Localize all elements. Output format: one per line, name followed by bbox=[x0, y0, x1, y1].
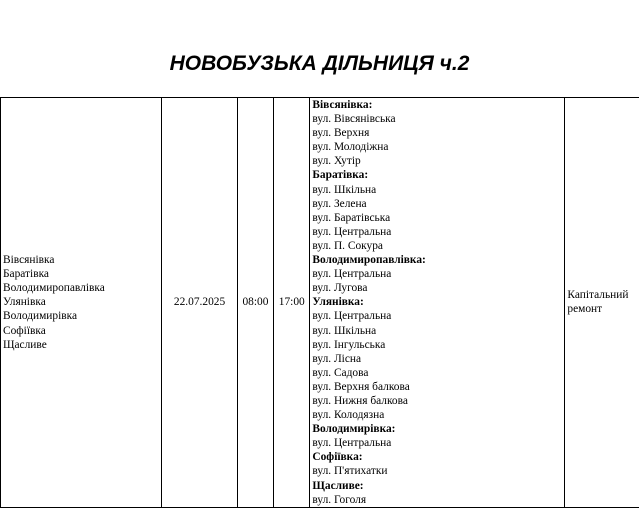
street-name: вул. Інгульська bbox=[312, 338, 386, 351]
work-type-line: Капітальний bbox=[567, 289, 629, 302]
street-name: вул. Колодязна bbox=[312, 409, 385, 422]
start-time: 08:00 bbox=[237, 98, 273, 508]
street-name: вул. Садова bbox=[312, 366, 369, 379]
village-name: Володимиропавлівка bbox=[3, 282, 105, 295]
street-group-title: Щасливе: bbox=[312, 479, 364, 492]
street-name: вул. Верхня балкова bbox=[312, 380, 410, 393]
street-name: вул. Центральна bbox=[312, 310, 392, 323]
street-group-title: Улянівка: bbox=[312, 296, 364, 309]
end-time: 17:00 bbox=[274, 98, 310, 508]
page-title: НОВОБУЗЬКА ДІЛЬНИЦЯ ч.2 bbox=[169, 52, 470, 75]
work-type-line: ремонт bbox=[567, 303, 603, 316]
street-name: вул. Верхня bbox=[312, 127, 370, 140]
street-name: вул. Гоголя bbox=[312, 493, 367, 506]
street-name: вул. Шкільна bbox=[312, 324, 377, 337]
street-name: вул. П'ятихатки bbox=[312, 465, 388, 478]
street-group-title: Софіївка: bbox=[312, 451, 363, 464]
street-group-title: Володимирівка: bbox=[312, 423, 396, 436]
street-name: вул. Зелена bbox=[312, 197, 367, 210]
street-name: вул. Шкільна bbox=[312, 183, 377, 196]
street-group-title: Володимиропавлівка: bbox=[312, 254, 426, 267]
street-name: вул. П. Сокура bbox=[312, 239, 383, 252]
street-name: вул. Центральна bbox=[312, 268, 392, 281]
street-name: вул. Нижня балкова bbox=[312, 394, 408, 407]
street-name: вул. Вівсянівська bbox=[312, 113, 396, 126]
street-name: вул. Лугова bbox=[312, 282, 368, 295]
outage-date: 22.07.2025 bbox=[162, 98, 238, 508]
street-group-title: Баратівка: bbox=[312, 169, 369, 182]
street-name: вул. Хутір bbox=[312, 155, 361, 168]
village-name: Софіївка bbox=[3, 324, 46, 337]
village-name: Володимирівка bbox=[3, 310, 78, 323]
table-row bbox=[1, 98, 639, 508]
street-name: вул. Молодіжна bbox=[312, 141, 389, 154]
street-name: вул. Центральна bbox=[312, 437, 392, 450]
street-name: вул. Центральна bbox=[312, 225, 392, 238]
work-type-cell bbox=[565, 98, 639, 508]
villages-cell bbox=[1, 98, 162, 508]
street-group-title: Вівсянівка: bbox=[312, 99, 373, 111]
outage-schedule-table bbox=[0, 97, 639, 508]
streets-cell bbox=[310, 98, 565, 508]
village-name: Баратівка bbox=[3, 268, 49, 281]
street-name: вул. Баратівська bbox=[312, 211, 391, 224]
street-name: вул. Лісна bbox=[312, 352, 362, 365]
village-name: Вівсянівка bbox=[3, 254, 55, 267]
village-name: Улянівка bbox=[3, 296, 46, 309]
village-name: Щасливе bbox=[3, 338, 47, 351]
